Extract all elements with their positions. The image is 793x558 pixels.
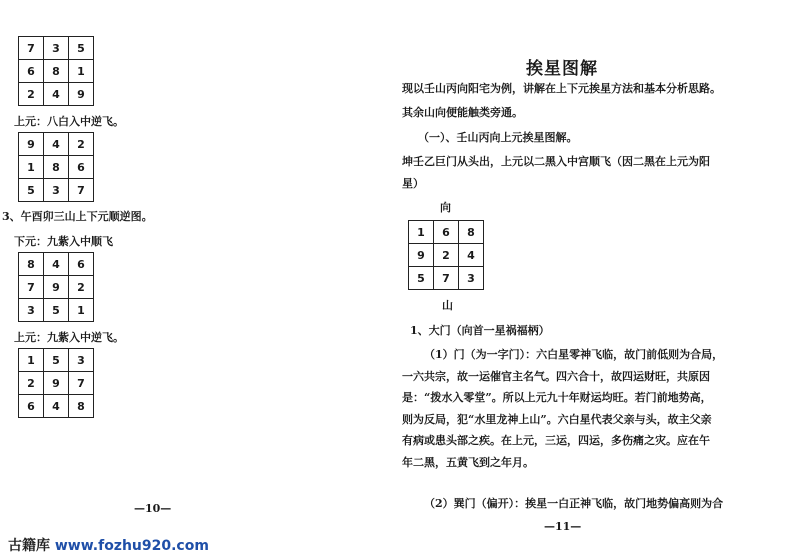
grid-cell: 8 (44, 60, 69, 83)
text-line-3: 下元：九紫入中顺飞 (14, 235, 113, 248)
site-watermark (8, 535, 209, 555)
grid-cell: 4 (44, 83, 69, 106)
grid-cell: 4 (44, 133, 69, 156)
right-page (396, 0, 793, 558)
grid-cell: 5 (19, 179, 44, 202)
grid-cell: 3 (44, 37, 69, 60)
grid-cell: 6 (434, 221, 459, 244)
grid-cell: 5 (409, 267, 434, 290)
grid-cell: 1 (409, 221, 434, 244)
grid-cell: 3 (69, 349, 94, 372)
grid-cell: 9 (409, 244, 434, 267)
intro-line-1: 现以壬山丙向阳宅为例，讲解在上下元挨星方法和基本分析思路。 (402, 82, 721, 95)
grid-cell: 1 (19, 349, 44, 372)
grid-cell: 4 (44, 253, 69, 276)
grid-cell: 9 (44, 372, 69, 395)
grid-cell: 9 (69, 83, 94, 106)
grid-cell: 3 (19, 299, 44, 322)
para-line: 则为反局，犯“水里龙神上山”。六白星代表父亲与头，故主父亲 (402, 412, 712, 426)
grid-cell: 1 (19, 156, 44, 179)
watermark-brand: 古籍库 (8, 538, 50, 554)
grid-cell: 7 (434, 267, 459, 290)
grid-cell: 6 (19, 60, 44, 83)
para-line: 一六共宗，故一运催官主名气。四六合十，故四运财旺，共原因 (402, 369, 710, 383)
grid-cell: 9 (44, 276, 69, 299)
sub-paragraph-1 (402, 344, 723, 473)
grid-cell: 2 (69, 133, 94, 156)
grid-cell: 5 (44, 349, 69, 372)
grid-cell: 2 (19, 83, 44, 106)
grid-cell: 6 (69, 156, 94, 179)
text-line-4: 上元：九紫入中逆飞。 (14, 331, 124, 344)
grid-cell: 4 (459, 244, 484, 267)
grid-cell: 7 (69, 372, 94, 395)
watermark-url: www.fozhu920.com (54, 538, 209, 554)
grid-cell: 4 (44, 395, 69, 418)
grid-1 (18, 36, 94, 106)
grid-cell: 7 (19, 276, 44, 299)
page-number-right: —11— (544, 520, 582, 533)
page-title: 挨星图解 (526, 59, 598, 79)
item-heading: 1、大门（向首一星祸福柄） (410, 324, 550, 337)
para-line: 年二黑，五黄飞到之年月。 (402, 455, 534, 469)
grid-2 (18, 132, 94, 202)
desc-line-2: 星） (402, 177, 424, 190)
desc-line-1: 坤壬乙巨门从头出，上元以二黑入中宫顺飞（因二黑在上元为阳 (402, 155, 710, 168)
grid-3 (18, 252, 94, 322)
grid-cell: 8 (69, 395, 94, 418)
sub-paragraph-2: （2）巽门（偏开）：挨星一白正神飞临，故门地势偏高则为合 (424, 497, 724, 510)
grid-cell: 7 (19, 37, 44, 60)
grid-cell: 6 (69, 253, 94, 276)
page-number-left: —10— (134, 502, 172, 515)
grid-cell: 2 (434, 244, 459, 267)
para-line: 有病或患头部之疾。在上元，三运，四运，多伤痛之灾。应在午 (402, 434, 710, 447)
grid-cell: 5 (44, 299, 69, 322)
para-line: 是：“拨水入零堂”。所以上元九十年财运均旺。若门前地势高， (402, 391, 712, 404)
grid-cell: 2 (69, 276, 94, 299)
section-heading: （一）、壬山丙向上元挨星图解。 (418, 131, 578, 144)
grid-cell: 8 (459, 221, 484, 244)
flying-star-grid (408, 220, 484, 290)
grid-cell: 1 (69, 299, 94, 322)
grid-cell: 1 (69, 60, 94, 83)
grid-cell: 9 (19, 133, 44, 156)
grid-cell: 2 (19, 372, 44, 395)
grid-label-top: 向 (440, 201, 451, 214)
grid-cell: 3 (44, 179, 69, 202)
grid-cell: 5 (69, 37, 94, 60)
left-page (0, 0, 396, 558)
grid-cell: 8 (44, 156, 69, 179)
grid-cell: 7 (69, 179, 94, 202)
grid-4 (18, 348, 94, 418)
text-line-2: 3、午酉卯三山上下元顺逆图。 (2, 210, 153, 223)
para-line: （1）门（为一字门）：六白星零神飞临，故门前低则为合局， (424, 348, 724, 361)
grid-cell: 8 (19, 253, 44, 276)
intro-line-2: 其余山向便能触类旁通。 (402, 106, 523, 119)
grid-cell: 6 (19, 395, 44, 418)
grid-label-bottom: 山 (442, 299, 453, 312)
grid-cell: 3 (459, 267, 484, 290)
text-line-1: 上元：八白入中逆飞。 (14, 115, 124, 128)
